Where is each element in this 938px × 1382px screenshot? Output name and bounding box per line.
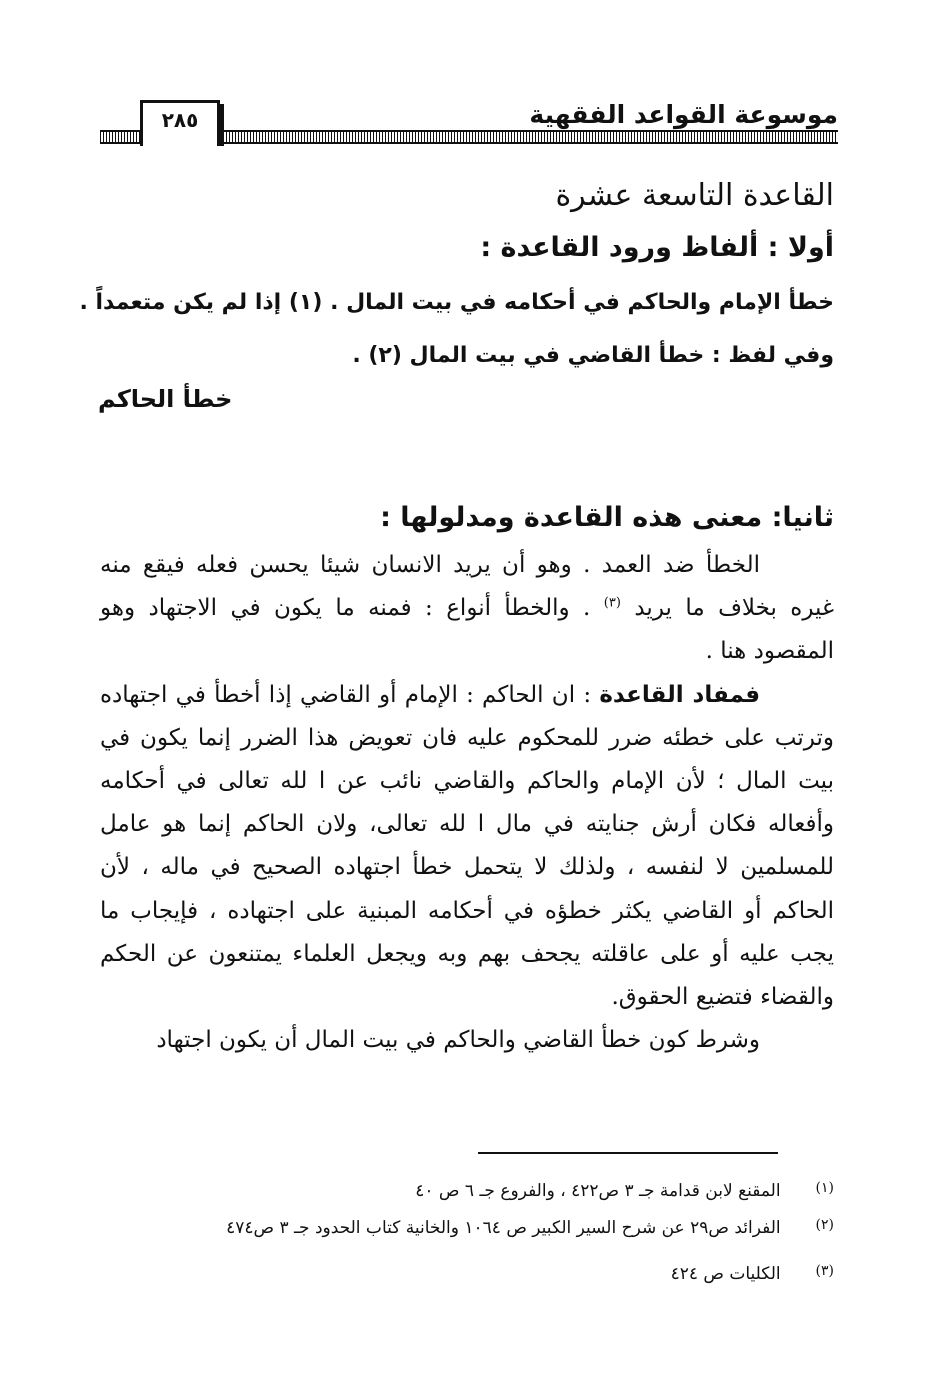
footnote-text: المقنع لابن قدامة جـ ٣ ص٤٢٢ ، والفروع جـ ٦ ص ٤٠ (415, 1181, 781, 1201)
footnote-2 (134, 1217, 834, 1238)
running-title: موسوعة القواعد الفقهية (529, 100, 838, 129)
section2-heading: ثانيا: معنى هذه القاعدة ومدلولها : (380, 502, 834, 533)
footnote-number: (٢) (815, 1217, 834, 1233)
rule-text: خطأ الإمام والحاكم في أحكامه في بيت المال . (١) إذا لم يكن متعمداً . (79, 290, 834, 315)
footnote-ref-3: (٣) (603, 595, 621, 611)
footnote-number: (١) (815, 1180, 834, 1196)
body-text (100, 544, 834, 1062)
meaning-text: : ان الحاكم : الإمام أو القاضي إذا أخطأ في اجتهاده وترتب على خطئه ضرر للمحكوم عليه فان تعويض هذا الضرر إنما يكون في بيت المال ؛ لأن الإمام والحاكم والقاضي نائب عن ا لله تعالى في أحكامه وأفعاله فكان أرش جنايته في مال ا لله تعالى، ولان الحاكم إنما هو عامل للمسلمين لا لنفسه ، ولذلك لا يتحمل خطأ اجتهاده الصحيح في ماله ، لأن الحاكم أو القاضي يكثر خطؤه في أحكامه المبنية على اجتهاده ، فإيجاب ما يجب عليه أو على عاقلته يجحف بهم وبه ويجعل العلماء يمتنعون عن الحكم والقضاء فتضيع الحقوق. (100, 681, 834, 1011)
meaning-label: فمفاد القاعدة (599, 681, 761, 708)
footnote-1 (134, 1180, 834, 1201)
footnote-number: (٣) (815, 1263, 834, 1279)
footnote-text: الكليات ص ٤٢٤ (670, 1264, 781, 1284)
footnote-separator (478, 1152, 778, 1154)
condition-text: وشرط كون خطأ القاضي والحاكم في بيت المال أن يكون اجتهاد (156, 1027, 760, 1054)
para1-text-a: الخطأ ضد العمد . وهو أن يريد الانسان شيئا يحسن فعله فيقع منه غيره بخلاف ما يريد (100, 552, 834, 622)
footnote-3 (134, 1263, 834, 1284)
para1-text-b: . والخطأ أنواع : فمنه ما يكون في الاجتهاد وهو المقصود هنا . (100, 595, 834, 665)
footnote-text: الفرائد ص٢٩ عن شرح السير الكبير ص ١٠٦٤ والخانية كتاب الحدود جـ ٣ ص٤٧٤ (226, 1218, 781, 1238)
rule-title: القاعدة التاسعة عشرة (555, 178, 834, 213)
paragraph-definition (100, 544, 834, 674)
rule-variant-text: وفي لفظ : خطأ القاضي في بيت المال (٢) . (352, 343, 834, 368)
section1-heading: أولا : ألفاظ ورود القاعدة : (480, 232, 834, 263)
paragraph-meaning (100, 674, 834, 1020)
paragraph-condition (100, 1019, 834, 1062)
page-number: ٢٨٥ (161, 108, 199, 132)
side-heading: خطأ الحاكم (98, 385, 233, 413)
